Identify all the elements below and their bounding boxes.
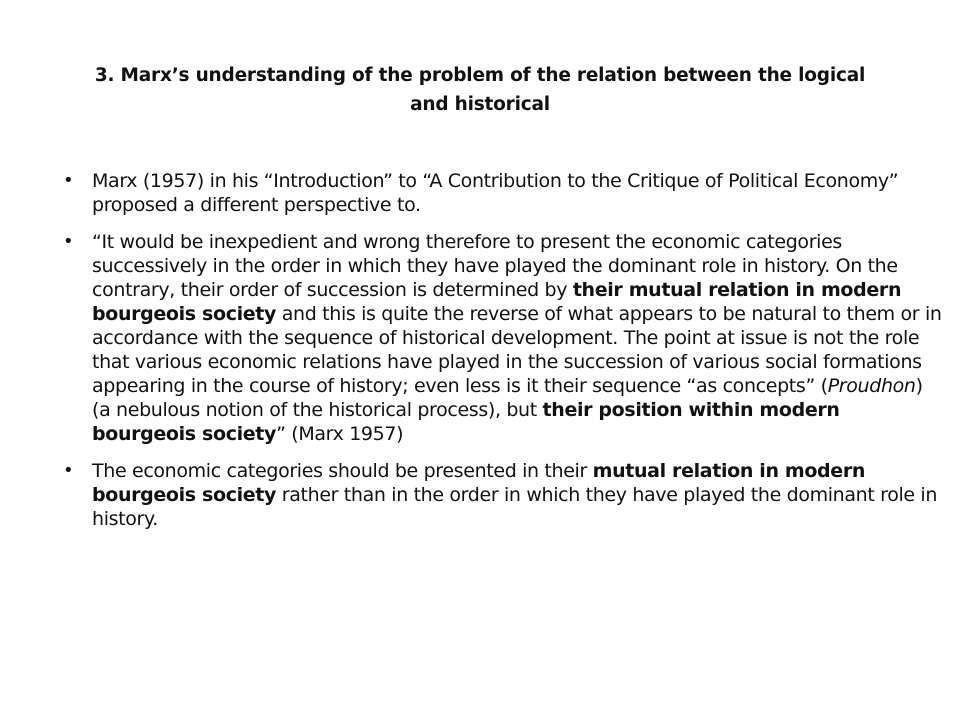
slide-title	[60, 61, 900, 119]
bullet-icon: •	[63, 460, 74, 481]
quote-text: “It would be inexpedient and wrong therefore to present the economic categories successively in the order in which they have played the dominant role in history. On the contrary, their order of succession is determined by	[92, 231, 898, 301]
quote-text: and this is quite the reverse of what appears to be natural to them or in accordance with the sequence of historical development. The point at issue is not the role that various economic relations have played in the succession of various social formations appearing in the course of history; even less is it their sequence “as concepts” (	[92, 303, 942, 397]
quote-text: ) (a nebulous notion of the historical process), but	[92, 375, 923, 421]
quote-emphasis: their position within modern bourgeois society	[92, 399, 840, 445]
bullet-item-intro	[63, 169, 943, 217]
bullet-text: Marx (1957) in his “Introduction” to “A Contribution to the Critique of Political Economy” proposed a different perspective to.	[92, 170, 899, 216]
bullet-item-quote	[63, 230, 943, 446]
bullet-text: The economic categories should be presented in their	[92, 460, 593, 482]
bullet-emphasis: mutual relation in modern bourgeois society	[92, 460, 866, 506]
slide-title-line-2: and historical	[410, 94, 550, 115]
slide-title-line-1: 3. Marx’s understanding of the problem of the relation between the logical	[94, 65, 866, 86]
bullet-icon: •	[63, 231, 74, 252]
bullet-icon: •	[63, 170, 74, 191]
quote-emphasis: their mutual relation in modern bourgeois society	[92, 279, 902, 325]
quote-citation: ” (Marx 1957)	[276, 423, 404, 445]
bullet-item-conclusion	[63, 459, 943, 531]
bullet-list	[63, 169, 943, 544]
bullet-text: rather than in the order in which they have played the dominant role in history.	[92, 484, 938, 530]
quote-italic: Proudhon	[827, 375, 916, 397]
